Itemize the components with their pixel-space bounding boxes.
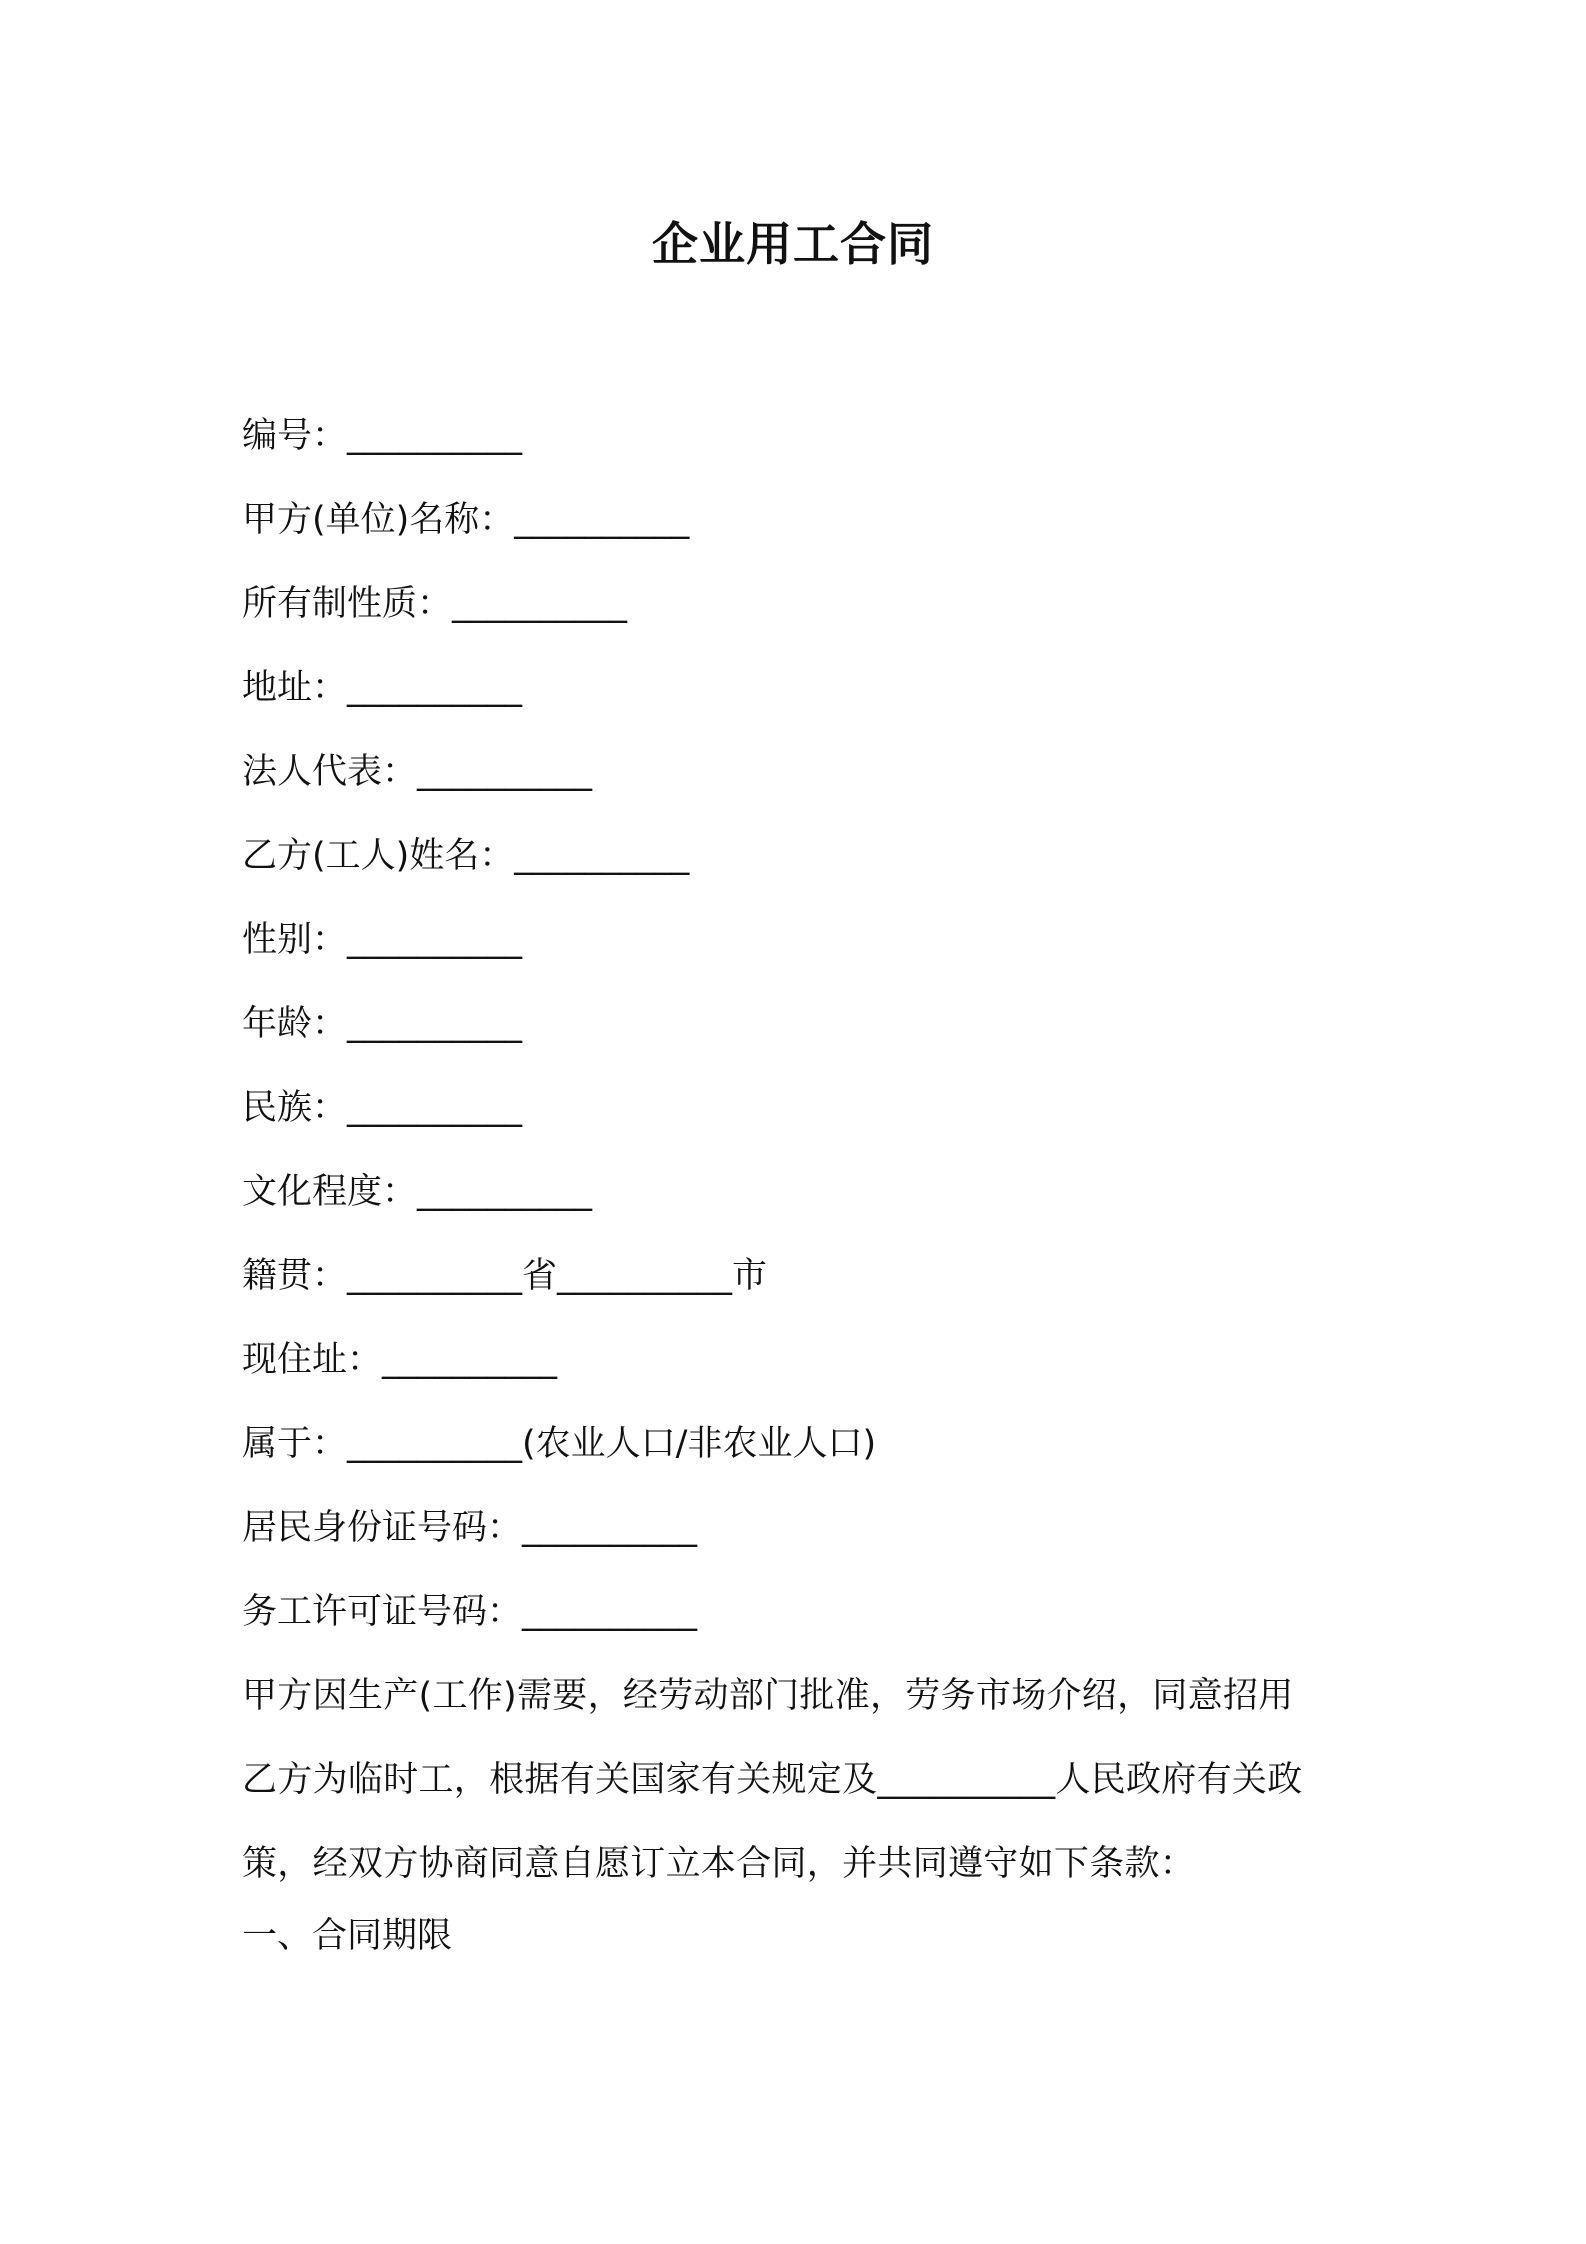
paragraph-line: 甲方因生产(工作)需要，经劳动部门批准，劳务市场介绍，同意招用 (242, 1676, 1294, 1716)
document-body (242, 406, 1362, 1990)
field-legal-representative: 法人代表：__________ (242, 752, 593, 792)
document-title: 企业用工合同 (652, 217, 934, 271)
field-work-permit-number: 务工许可证号码：__________ (242, 1592, 698, 1632)
field-household-type: 属于：__________(农业人口/非农业人口) (242, 1424, 877, 1464)
field-ethnicity: 民族：__________ (242, 1088, 523, 1128)
paragraph-line: 策，经双方协商同意自愿订立本合同，并共同遵守如下条款： (242, 1844, 1196, 1884)
field-id-card-number: 居民身份证号码：__________ (242, 1508, 698, 1548)
field-party-a-name: 甲方(单位)名称：__________ (242, 500, 690, 540)
field-current-address: 现住址：__________ (242, 1340, 558, 1380)
field-age: 年龄：__________ (242, 1004, 523, 1044)
section-heading-contract-term: 一、合同期限 (242, 1916, 453, 1956)
paragraph-line: 乙方为临时工，根据有关国家有关规定及__________人民政府有关政 (242, 1760, 1303, 1800)
field-education: 文化程度：__________ (242, 1172, 593, 1212)
field-party-b-name: 乙方(工人)姓名：__________ (242, 836, 690, 876)
field-serial-number: 编号：__________ (242, 416, 523, 456)
field-gender: 性别：__________ (242, 920, 523, 960)
field-ownership-type: 所有制性质：__________ (242, 584, 628, 624)
preamble-paragraph (242, 1654, 1362, 1906)
field-address: 地址：__________ (242, 668, 523, 708)
field-native-place: 籍贯：__________省__________市 (242, 1256, 768, 1296)
